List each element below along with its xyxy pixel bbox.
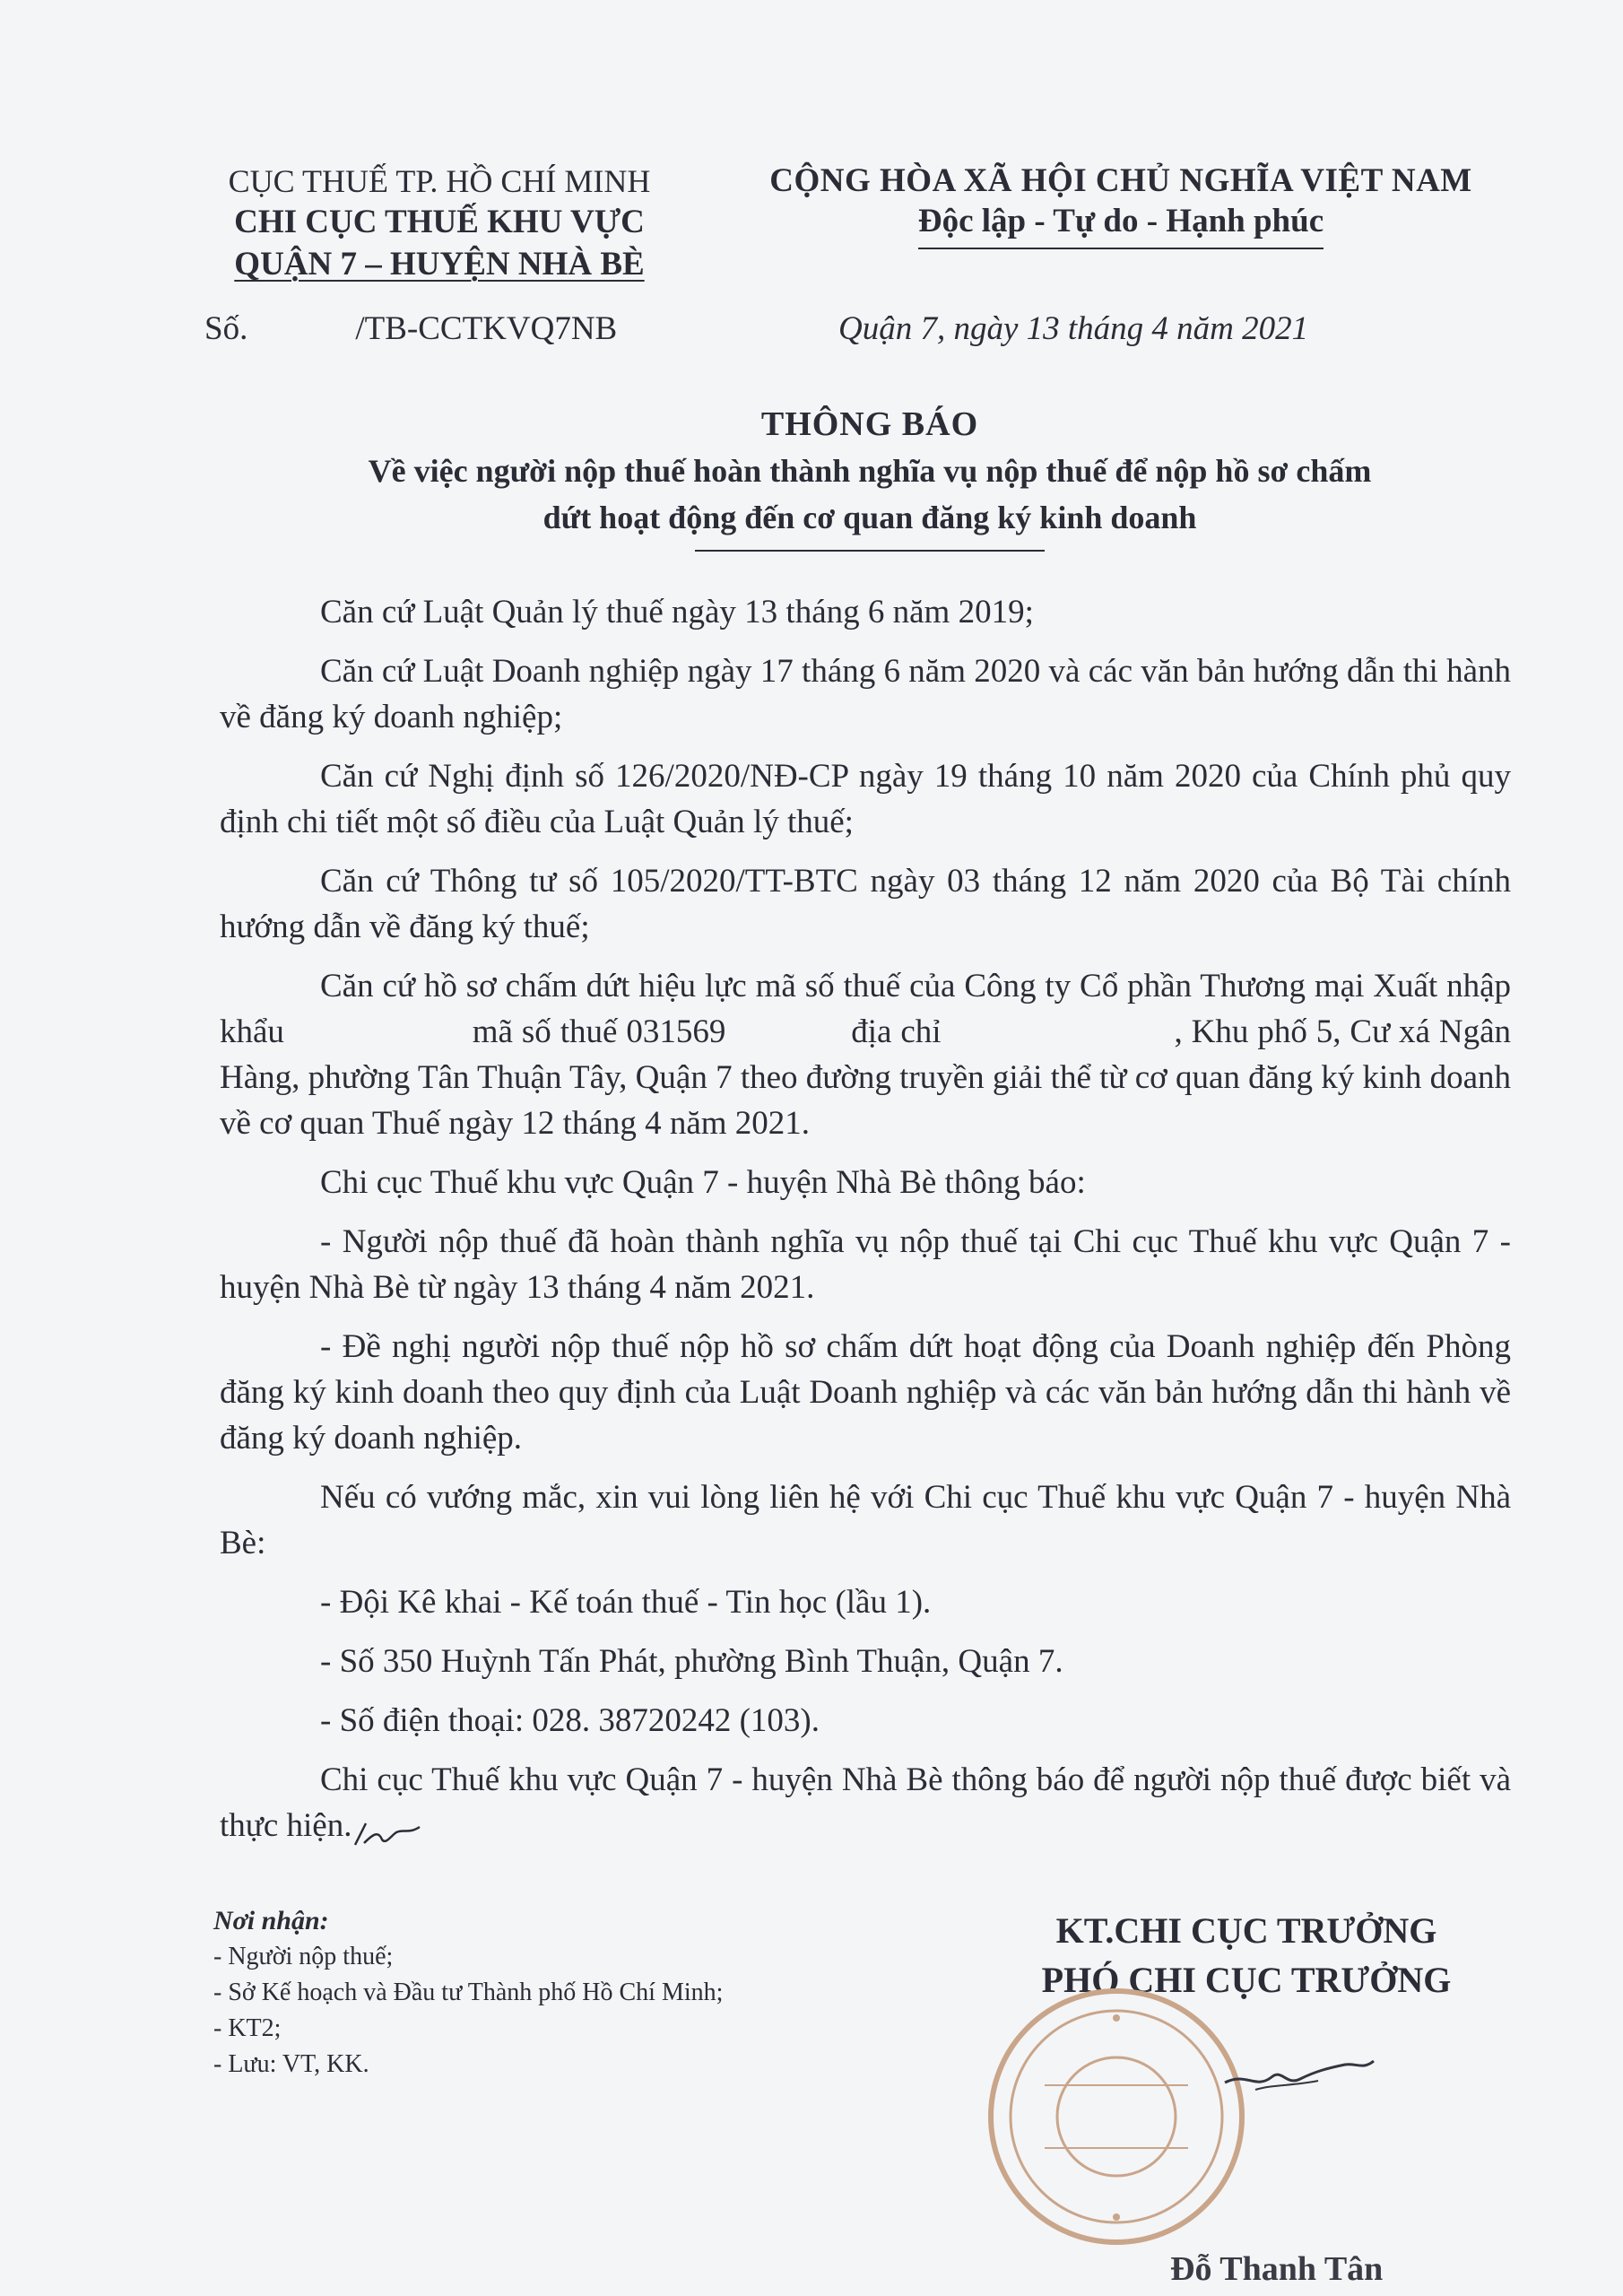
- company-name-text: Căn cứ hồ sơ chấm dứt hiệu lực mã số thuế của Công ty Cổ phần Thương mại Xuất nhập khẩu: [220, 968, 1511, 1050]
- redacted-address: [950, 1022, 1175, 1048]
- tax-code-text: mã số thuế 031569: [472, 1013, 726, 1050]
- title-divider: [695, 550, 1045, 552]
- contact-address: - Số 350 Huỳnh Tấn Phát, phường Bình Thuận, Quận 7.: [320, 1643, 1063, 1680]
- official-seal: [982, 1982, 1251, 2251]
- redacted-number: [247, 317, 355, 347]
- recipient-item: - KT2;: [213, 2014, 282, 2042]
- address-label: địa chỉ: [851, 1013, 942, 1050]
- recipients-list: [213, 1903, 723, 2083]
- closing-text: Chi cục Thuế khu vực Quận 7 - huyện Nhà Bè thông báo để người nộp thuế được biết và thực hiện.: [220, 1761, 1511, 1844]
- closing-paragraph: [220, 1757, 1511, 1848]
- redacted-tax-code: [725, 1022, 842, 1048]
- document-number-prefix: Số.: [204, 310, 248, 347]
- legal-basis-2: Căn cứ Luật Doanh nghiệp ngày 17 tháng 6 năm 2020 và các văn bản hướng dẫn thi hành về đăng ký doanh nghiệp;: [220, 653, 1511, 735]
- initial-mark: [352, 1818, 423, 1848]
- document-date: Quận 7, ngày 13 tháng 4 năm 2021: [838, 310, 1309, 347]
- recipient-item: - Người nộp thuế;: [213, 1943, 394, 1970]
- title-block: [179, 401, 1560, 552]
- contact-department: - Đội Kê khai - Kế toán thuế - Tin học (lầu 1).: [320, 1584, 932, 1621]
- subject-line-1: Về việc người nộp thuế hoàn thành nghĩa vụ nộp thuế để nộp hồ sơ chấm: [368, 453, 1372, 489]
- announcement-item-1: - Người nộp thuế đã hoàn thành nghĩa vụ nộp thuế tại Chi cục Thuế khu vực Quận 7 - huyện Nhà Bè từ ngày 13 tháng 4 năm 2021.: [220, 1223, 1511, 1306]
- subject-line-2: dứt hoạt động đến cơ quan đăng ký kinh doanh: [542, 500, 1197, 535]
- office-name-line2: QUẬN 7 – HUYỆN NHÀ BÈ: [234, 246, 645, 283]
- nation-name: CỘNG HÒA XÃ HỘI CHỦ NGHĨA VIỆT NAM: [769, 162, 1472, 199]
- recipient-item: - Lưu: VT, KK.: [213, 2050, 369, 2078]
- address-text: , Khu phố 5, Cư xá Ngân Hàng, phường Tân Thuận Tây, Quận 7 theo đường truyền giải thể từ cơ quan đăng ký kinh doanh về cơ quan Thuế ngày 12 tháng 4 năm 2021.: [220, 1013, 1512, 1142]
- signer-name: Đỗ Thanh Tân: [1170, 2250, 1384, 2288]
- document-body: [220, 589, 1511, 1862]
- document-number: [204, 309, 617, 348]
- issuing-agency-header: [161, 161, 717, 285]
- announcement-item-2: - Đề nghị người nộp thuế nộp hồ sơ chấm dứt hoạt động của Doanh nghiệp đến Phòng đăng ký kinh doanh theo quy định của Luật Doanh nghiệp và các văn bản hướng dẫn thi hành về đăng ký doanh nghiệp.: [220, 1328, 1511, 1457]
- legal-basis-1: Căn cứ Luật Quản lý thuế ngày 13 tháng 6 năm 2019;: [320, 594, 1034, 631]
- recipient-item: - Sở Kế hoạch và Đầu tư Thành phố Hồ Chí Minh;: [213, 1979, 724, 2006]
- recipients-title: Nơi nhận:: [213, 1906, 329, 1935]
- contact-phone: - Số điện thoại: 028. 38720242 (103).: [320, 1702, 820, 1739]
- document-number-suffix: /TB-CCTKVQ7NB: [355, 310, 618, 347]
- signer-title-1: KT.CHI CỤC TRƯỞNG: [1055, 1910, 1437, 1951]
- parent-agency: CỤC THUẾ TP. HỒ CHÍ MINH: [228, 163, 651, 199]
- announcement-intro: Chi cục Thuế khu vực Quận 7 - huyện Nhà Bè thông báo:: [320, 1164, 1086, 1201]
- contact-intro: Nếu có vướng mắc, xin vui lòng liên hệ với Chi cục Thuế khu vực Quận 7 - huyện Nhà Bè:: [220, 1479, 1511, 1561]
- signer-title-2: PHÓ CHI CỤC TRƯỞNG: [1041, 1960, 1452, 2000]
- office-name-line1: CHI CỤC THUẾ KHU VỰC: [234, 204, 645, 240]
- legal-basis-3: Căn cứ Nghị định số 126/2020/NĐ-CP ngày 19 tháng 10 năm 2020 của Chính phủ quy định chi tiết một số điều của Luật Quản lý thuế;: [220, 758, 1511, 840]
- national-motto: Độc lập - Tự do - Hạnh phúc: [918, 201, 1324, 249]
- legal-basis-4: Căn cứ Thông tư số 105/2020/TT-BTC ngày 03 tháng 12 năm 2020 của Bộ Tài chính hướng dẫn về đăng ký thuế;: [220, 863, 1511, 945]
- legal-basis-5: [220, 963, 1511, 1146]
- handwritten-signature: [1219, 2045, 1381, 2099]
- national-header: [717, 161, 1524, 249]
- document-title: THÔNG BÁO: [760, 405, 979, 443]
- redacted-company: [293, 1022, 464, 1048]
